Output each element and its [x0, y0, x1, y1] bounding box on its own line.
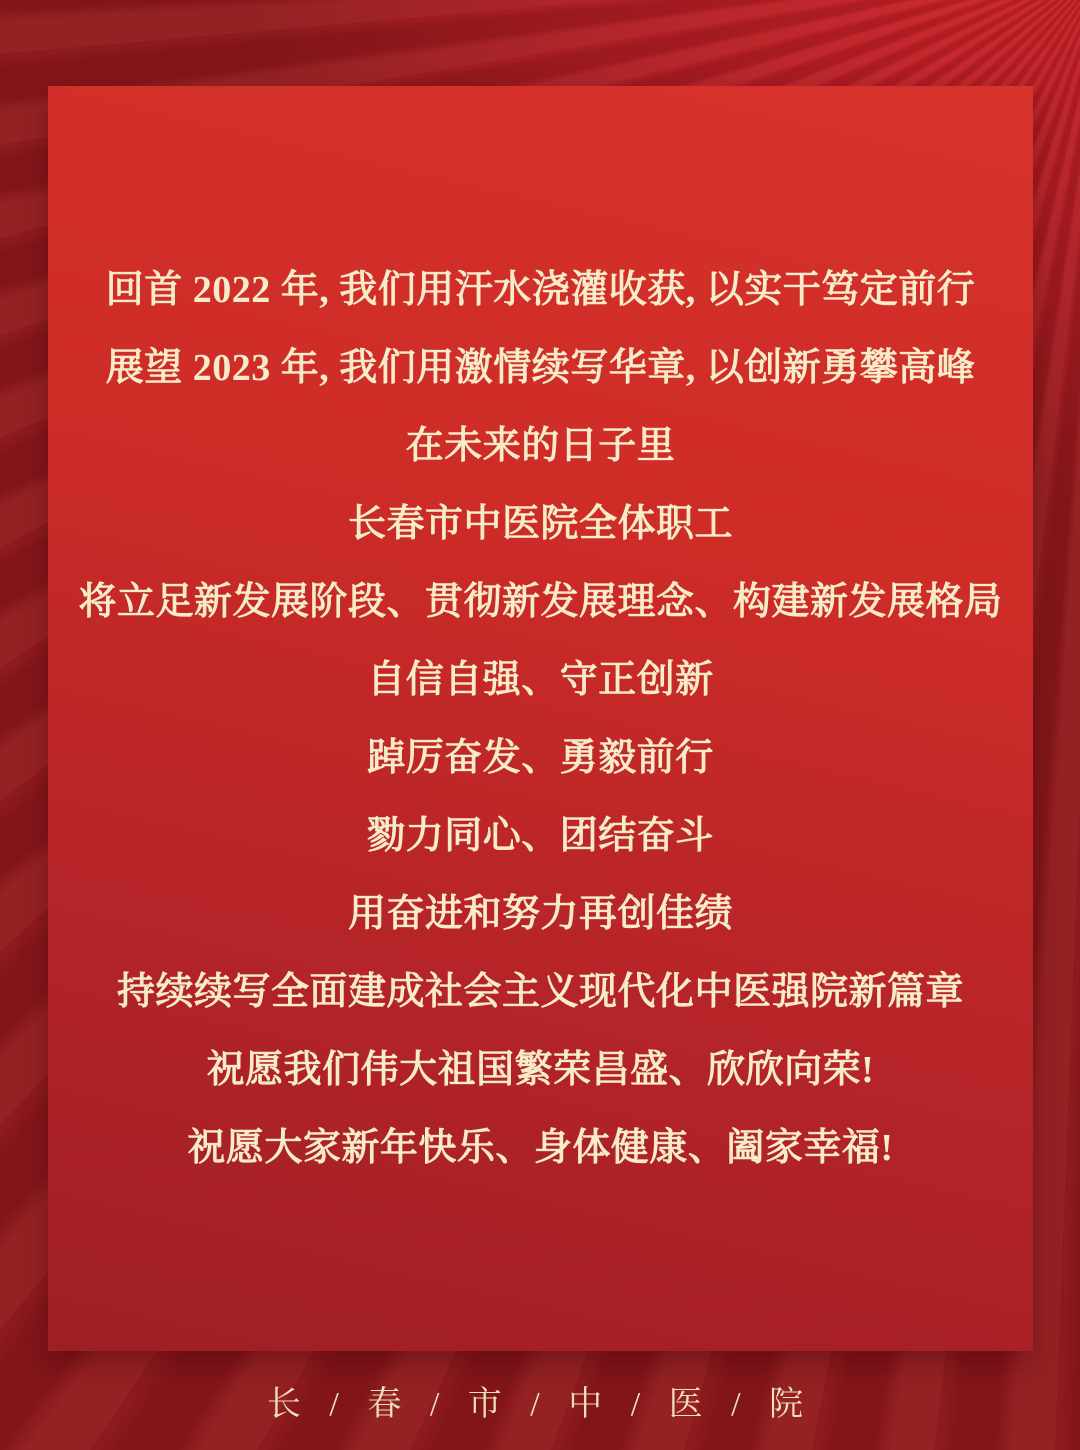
message-line: 祝愿大家新年快乐、身体健康、阖家幸福! [187, 1126, 894, 1169]
message-line: 在未来的日子里 [405, 424, 676, 467]
message-line: 用奋进和努力再创佳绩 [347, 892, 733, 935]
hospital-name-footer: 长 / 春 / 市 / 中 / 医 / 院 [266, 1386, 814, 1423]
message-line: 长春市中医院全体职工 [347, 502, 733, 545]
message-line: 勠力同心、团结奋斗 [367, 814, 714, 857]
message-line: 回首 2022 年, 我们用汗水浇灌收获, 以实干笃定前行 [105, 268, 976, 311]
greeting-panel [48, 86, 1033, 1351]
message-line: 将立足新发展阶段、贯彻新发展理念、构建新发展格局 [78, 580, 1003, 623]
message-line: 展望 2023 年, 我们用激情续写华章, 以创新勇攀高峰 [105, 346, 976, 389]
message-line: 踔厉奋发、勇毅前行 [367, 736, 714, 779]
message-line: 祝愿我们伟大祖国繁荣昌盛、欣欣向荣! [206, 1048, 875, 1091]
footer-strip [0, 1351, 1080, 1450]
message-line: 自信自强、守正创新 [367, 658, 714, 701]
message-line: 持续续写全面建成社会主义现代化中医强院新篇章 [116, 970, 964, 1013]
